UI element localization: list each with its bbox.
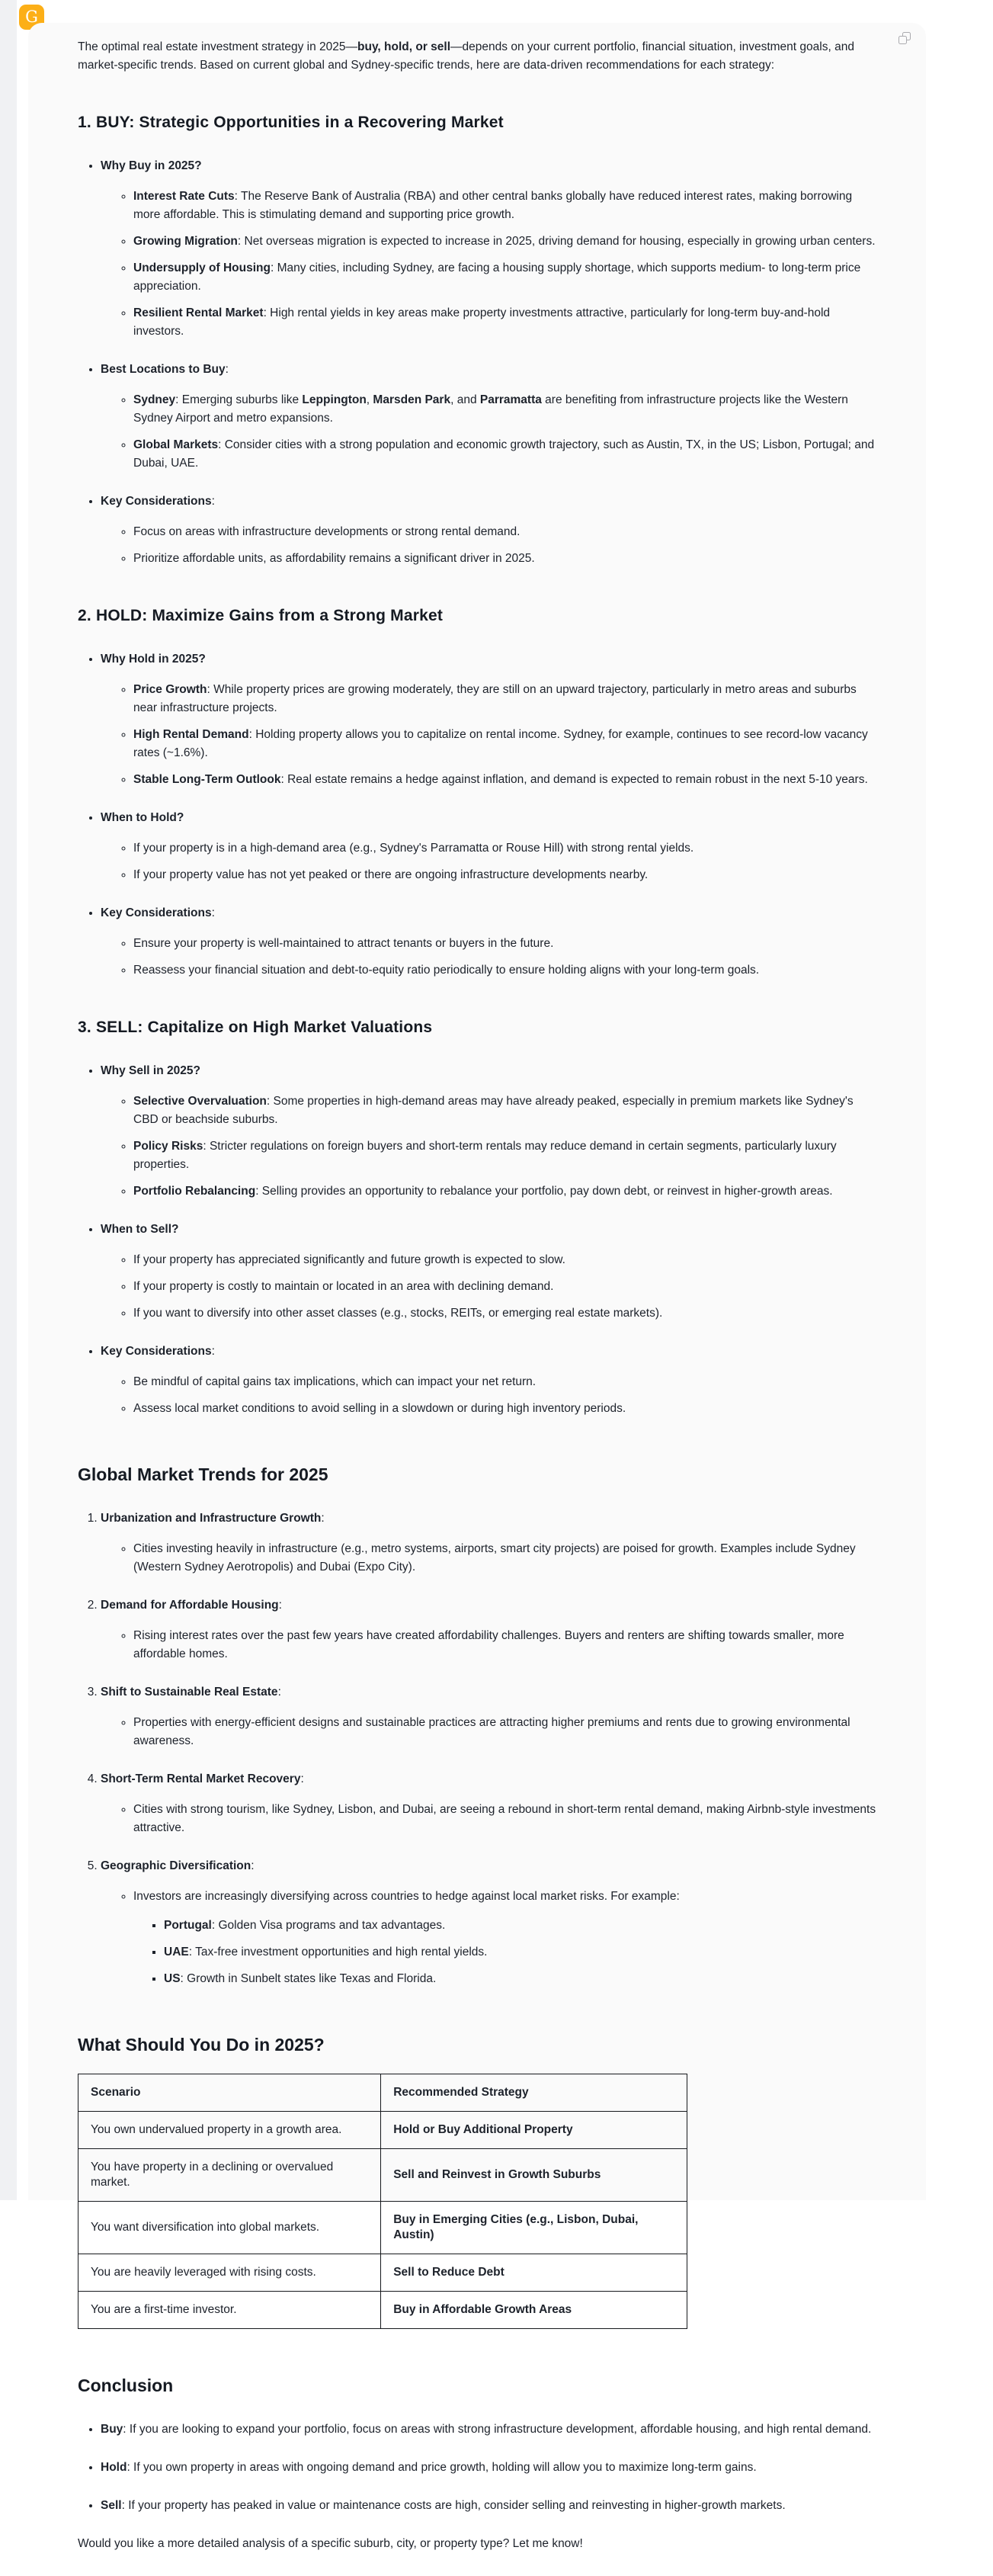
list-item-text	[133, 1801, 879, 1837]
strategy-cell	[381, 2292, 687, 2329]
list-item-text	[133, 1182, 879, 1201]
list-item	[133, 259, 879, 296]
list-item-text	[164, 1917, 879, 1935]
text: :	[251, 1859, 255, 1872]
text: : Consider cities with a strong population and economic growth trajectory, such as Austin, TX, in the US; Lisbon, Portugal; and Dubai, UAE.	[133, 438, 875, 470]
text: Rising interest rates over the past few years have created affordability challenges. Buyers and renters are shifting towards smaller, more affordable homes.	[133, 1629, 844, 1660]
list-item-text	[101, 1683, 879, 1702]
table-header-row	[78, 2074, 687, 2112]
list-item	[101, 1062, 879, 1201]
list-item	[133, 1627, 879, 1663]
bold-text: Portugal	[164, 1919, 212, 1932]
list-item-text	[101, 904, 879, 922]
paragraph	[78, 38, 879, 75]
list-item	[164, 1970, 879, 1988]
bold-text: High Rental Demand	[133, 728, 249, 741]
bold-text: Growing Migration	[133, 235, 238, 248]
list-item-text	[133, 771, 879, 789]
list-level-2	[101, 1714, 879, 1750]
table-row	[78, 2202, 687, 2254]
bold-text: When to Sell?	[101, 1223, 179, 1236]
list-item-text	[133, 391, 879, 428]
text: Ensure your property is well-maintained to attract tenants or buyers in the future.	[133, 937, 554, 950]
text: Prioritize affordable units, as affordability remains a significant driver in 2025.	[133, 552, 535, 565]
list-item-text	[133, 935, 879, 953]
bold-text: Demand for Affordable Housing	[101, 1599, 279, 1612]
list-item-text	[133, 1714, 879, 1750]
table-row	[78, 2292, 687, 2329]
list-item-text	[133, 1373, 879, 1391]
list-item-text	[101, 1596, 879, 1615]
bold-text: Sydney	[133, 393, 176, 406]
list-item-text	[133, 1627, 879, 1663]
text: : While property prices are growing moderately, they are still on an upward trajectory, particularly in metro areas and suburbs near infrastructure projects.	[133, 683, 857, 714]
list-item	[101, 1221, 879, 1323]
copy-button[interactable]	[897, 30, 912, 46]
list-item-text	[133, 304, 879, 341]
bold-text: Short-Term Rental Market Recovery	[101, 1772, 301, 1785]
text: : Emerging suburbs like	[175, 393, 303, 406]
list-item	[164, 1943, 879, 1962]
list-level-1	[78, 1509, 879, 1988]
list-item-text	[101, 2420, 879, 2439]
list-level-2	[101, 1251, 879, 1323]
list-item	[133, 1092, 879, 1129]
list-item-text	[101, 1343, 879, 1361]
list-item-text	[133, 188, 879, 224]
list-item	[133, 681, 879, 717]
list-item	[133, 1400, 879, 1418]
bold-text: Buy in Emerging Cities (e.g., Lisbon, Dubai, Austin)	[393, 2213, 639, 2241]
list-level-2	[101, 391, 879, 473]
list-item-text	[164, 1943, 879, 1962]
list-item-text	[164, 1970, 879, 1988]
list-item	[133, 391, 879, 428]
bold-text: When to Hold?	[101, 811, 184, 824]
text: : Some properties in high-demand areas may have already peaked, especially in premium markets like Sydney's CBD or beachside suburbs.	[133, 1095, 854, 1126]
list-item-text	[101, 1509, 879, 1528]
section-heading: 2. HOLD: Maximize Gains from a Strong Market	[78, 607, 444, 624]
list-level-2	[101, 1627, 879, 1663]
section-heading: 1. BUY: Strategic Opportunities in a Recovering Market	[78, 114, 504, 131]
list-item	[101, 157, 879, 341]
bold-text: Key Considerations	[101, 1345, 212, 1358]
bold-text: Urbanization and Infrastructure Growth	[101, 1512, 322, 1525]
scenario-cell: You are a first-time investor.	[78, 2292, 381, 2329]
list-item-text	[101, 1770, 879, 1788]
text: Cities with strong tourism, like Sydney, Lisbon, and Dubai, are seeing a rebound in short-term rental demand, making Airbnb-style investments attractive.	[133, 1803, 876, 1834]
paragraph	[78, 2535, 879, 2553]
list-item-text	[101, 492, 879, 511]
list-level-1	[78, 2420, 879, 2515]
list-item-text	[101, 1221, 879, 1239]
list-item	[133, 1304, 879, 1323]
strategy-cell	[381, 2202, 687, 2254]
bold-text: Parramatta	[479, 393, 542, 406]
list-item-text	[133, 961, 879, 980]
list-item	[133, 1540, 879, 1577]
bold-text: Sell and Reinvest in Growth Suburbs	[393, 2168, 601, 2181]
bold-text: Price Growth	[133, 683, 207, 696]
list-level-2	[101, 1540, 879, 1577]
list-item	[133, 436, 879, 473]
list-item	[133, 1278, 879, 1296]
list-item	[133, 523, 879, 541]
list-level-3	[133, 1917, 879, 1988]
text: are benefiting from infrastructure projects like the Western Sydney Airport and metro expansions.	[133, 393, 848, 425]
strategy-table	[78, 2074, 687, 2329]
text: :	[277, 1686, 281, 1699]
list-level-1	[78, 1062, 879, 1418]
scenario-cell: You want diversification into global markets.	[78, 2202, 381, 2254]
table-head	[78, 2074, 687, 2112]
strategy-cell	[381, 2149, 687, 2202]
bold-text: Buy in Affordable Growth Areas	[393, 2303, 572, 2316]
text: The optimal real estate investment strategy in 2025—	[78, 40, 358, 53]
text: :	[211, 495, 215, 508]
text: : Growth in Sunbelt states like Texas and Florida.	[180, 1972, 437, 1985]
text: : Selling provides an opportunity to rebalance your portfolio, pay down debt, or reinvest in higher-growth areas.	[255, 1185, 833, 1198]
text: If your property value has not yet peaked or there are ongoing infrastructure developments nearby.	[133, 868, 649, 881]
list-item	[101, 1343, 879, 1418]
list-item-text	[133, 259, 879, 296]
list-item	[133, 233, 879, 251]
list-level-2	[101, 523, 879, 568]
text: : If you are looking to expand your portfolio, focus on areas with strong infrastructure development, affordable housing, and high rental demand.	[123, 2423, 872, 2436]
text: If your property is costly to maintain or located in an area with declining demand.	[133, 1280, 554, 1293]
table-header-cell: Recommended Strategy	[381, 2074, 687, 2112]
bold-text: Key Considerations	[101, 495, 212, 508]
section-heading: Global Market Trends for 2025	[78, 1464, 328, 1484]
list-item	[133, 188, 879, 224]
text: Investors are increasingly diversifying across countries to hedge against local market risks. For example:	[133, 1890, 680, 1903]
bold-text: Interest Rate Cuts	[133, 190, 235, 203]
text: If your property has appreciated significantly and future growth is expected to slow.	[133, 1253, 565, 1266]
section-heading: Conclusion	[78, 2376, 174, 2395]
list-item	[133, 726, 879, 762]
list-item	[101, 361, 879, 473]
text: :	[321, 1512, 325, 1525]
list-level-2	[101, 681, 879, 789]
bold-text: Sell	[101, 2499, 122, 2512]
text: :	[211, 1345, 215, 1358]
list-item-text	[133, 1278, 879, 1296]
bold-text: Global Markets	[133, 438, 219, 451]
strategy-cell	[381, 2112, 687, 2149]
list-item-text	[133, 1888, 879, 1906]
list-item-text	[133, 523, 879, 541]
text: : If you own property in areas with ongoing demand and price growth, holding will allow you to maximize long-term gains.	[127, 2461, 757, 2474]
bold-text: Why Sell in 2025?	[101, 1064, 200, 1077]
list-item-text	[133, 1137, 879, 1174]
list-item	[133, 1714, 879, 1750]
list-level-2	[101, 1092, 879, 1201]
table-row	[78, 2254, 687, 2292]
bold-text: Hold or Buy Additional Property	[393, 2123, 573, 2136]
list-item	[101, 492, 879, 568]
text: : Holding property allows you to capitalize on rental income. Sydney, for example, continues to see record-low vacancy rates (~1.6%).	[133, 728, 868, 759]
copy-icon	[899, 32, 911, 44]
list-item-text	[133, 233, 879, 251]
text: —depends on your current portfolio, financial situation, investment goals, and market-specific trends. Based on current global and Sydney-specific trends, here are data-driven recommendations for each strategy:	[78, 40, 854, 72]
bold-text: Key Considerations	[101, 906, 212, 919]
message-content	[28, 23, 926, 2576]
list-level-2	[101, 1888, 879, 1988]
bold-text: Undersupply of Housing	[133, 261, 271, 274]
list-level-2	[101, 1801, 879, 1837]
bold-text: Shift to Sustainable Real Estate	[101, 1686, 278, 1699]
bold-text: Portfolio Rebalancing	[133, 1185, 256, 1198]
bold-text: Hold	[101, 2461, 127, 2474]
list-item-text	[133, 1092, 879, 1129]
bold-text: Leppington	[302, 393, 367, 406]
bold-text: buy, hold, or sell	[357, 40, 451, 53]
table-row	[78, 2149, 687, 2202]
avatar-letter: G	[25, 8, 38, 26]
text: Would you like a more detailed analysis of a specific suburb, city, or property type? Let me know!	[78, 2537, 583, 2550]
text: :	[225, 363, 229, 376]
list-item	[101, 904, 879, 980]
list-item	[133, 1182, 879, 1201]
list-item	[133, 1801, 879, 1837]
text: : The Reserve Bank of Australia (RBA) and other central banks globally have reduced interest rates, making borrowing more affordable. This is stimulating demand and supporting price growth.	[133, 190, 853, 221]
list-item-text	[133, 1400, 879, 1418]
list-item-text	[101, 361, 879, 379]
bold-text: Sell to Reduce Debt	[393, 2266, 505, 2279]
bold-text: Resilient Rental Market	[133, 306, 264, 319]
text: ,	[366, 393, 373, 406]
text: : Net overseas migration is expected to increase in 2025, driving demand for housing, especially in growing urban centers.	[237, 235, 876, 248]
list-level-2	[101, 839, 879, 884]
list-item-text	[133, 1304, 879, 1323]
list-item	[101, 1596, 879, 1663]
text: : If your property has peaked in value or maintenance costs are high, consider selling and reinvesting in higher-growth markets.	[121, 2499, 786, 2512]
list-item	[133, 1888, 879, 1988]
list-item	[101, 1509, 879, 1577]
text: :	[278, 1599, 282, 1612]
bold-text: Best Locations to Buy	[101, 363, 226, 376]
list-item-text	[101, 809, 879, 827]
bold-text: Why Hold in 2025?	[101, 653, 206, 666]
list-item	[101, 809, 879, 884]
strategy-cell	[381, 2254, 687, 2292]
list-item-text	[101, 157, 879, 175]
list-level-2	[101, 1373, 879, 1418]
list-item-text	[133, 436, 879, 473]
section-heading: What Should You Do in 2025?	[78, 2035, 325, 2055]
list-item	[133, 961, 879, 980]
list-item-text	[133, 866, 879, 884]
list-item	[133, 1373, 879, 1391]
text: Focus on areas with infrastructure developments or strong rental demand.	[133, 525, 521, 538]
text: : Many cities, including Sydney, are facing a housing supply shortage, which supports medium- to long-term price appreciation.	[133, 261, 861, 293]
list-item	[133, 866, 879, 884]
bold-text: Why Buy in 2025?	[101, 159, 202, 172]
scenario-cell: You are heavily leveraged with rising costs.	[78, 2254, 381, 2292]
text: : Real estate remains a hedge against inflation, and demand is expected to remain robust in the next 5-10 years.	[280, 773, 868, 786]
list-level-1	[78, 650, 879, 980]
text: Be mindful of capital gains tax implications, which can impact your net return.	[133, 1375, 537, 1388]
list-level-2	[101, 188, 879, 341]
bold-text: Geographic Diversification	[101, 1859, 251, 1872]
text: Cities investing heavily in infrastructure (e.g., metro systems, airports, smart city projects) are poised for growth. Examples include Sydney (Western Sydney Aerotropolis) and Dubai (Expo City).	[133, 1542, 856, 1574]
section-heading: 3. SELL: Capitalize on High Market Valuations	[78, 1019, 433, 1036]
list-item-text	[101, 650, 879, 669]
scenario-cell: You have property in a declining or overvalued market.	[78, 2149, 381, 2202]
left-panel-edge	[0, 0, 17, 2200]
text: : Stricter regulations on foreign buyers and short-term rentals may reduce demand in certain segments, particularly luxury properties.	[133, 1140, 837, 1171]
text: Properties with energy-efficient designs and sustainable practices are attracting higher premiums and rents due to growing environmental awareness.	[133, 1716, 850, 1747]
list-item-text	[101, 1857, 879, 1875]
list-item-text	[101, 2497, 879, 2515]
table-row	[78, 2112, 687, 2149]
text: :	[211, 906, 215, 919]
table-body	[78, 2112, 687, 2329]
list-item	[101, 2459, 879, 2477]
list-item-text	[101, 2459, 879, 2477]
list-item	[101, 1857, 879, 1988]
list-item	[133, 935, 879, 953]
list-item-text	[133, 726, 879, 762]
bold-text: Stable Long-Term Outlook	[133, 773, 281, 786]
list-item-text	[133, 1251, 879, 1269]
list-item-text	[133, 839, 879, 858]
list-item	[101, 2420, 879, 2439]
list-item	[101, 650, 879, 789]
scenario-cell: You own undervalued property in a growth area.	[78, 2112, 381, 2149]
bold-text: Policy Risks	[133, 1140, 203, 1153]
list-item	[133, 771, 879, 789]
bold-text: Buy	[101, 2423, 123, 2436]
text: : Golden Visa programs and tax advantages.	[211, 1919, 446, 1932]
bold-text: UAE	[164, 1946, 189, 1958]
list-item	[101, 2497, 879, 2515]
list-item	[101, 1683, 879, 1750]
text: :	[300, 1772, 304, 1785]
table-header-cell: Scenario	[78, 2074, 381, 2112]
text: : High rental yields in key areas make property investments attractive, particularly for long-term buy-and-hold investors.	[133, 306, 831, 338]
message-card	[28, 23, 926, 2550]
list-level-2	[101, 935, 879, 980]
text: Assess local market conditions to avoid selling in a slowdown or during high inventory periods.	[133, 1402, 626, 1415]
list-item	[133, 1137, 879, 1174]
text: If you want to diversify into other asset classes (e.g., stocks, REITs, or emerging real estate markets).	[133, 1307, 663, 1320]
text: : Tax-free investment opportunities and high rental yields.	[188, 1946, 488, 1958]
bold-text: Selective Overvaluation	[133, 1095, 267, 1108]
list-item-text	[101, 1062, 879, 1080]
list-item-text	[133, 681, 879, 717]
bold-text: US	[164, 1972, 181, 1985]
list-item-text	[133, 1540, 879, 1577]
list-item	[133, 1251, 879, 1269]
list-item	[164, 1917, 879, 1935]
text: , and	[450, 393, 480, 406]
list-level-1	[78, 157, 879, 568]
text: If your property is in a high-demand area (e.g., Sydney's Parramatta or Rouse Hill) with strong rental yields.	[133, 842, 694, 855]
list-item	[101, 1770, 879, 1837]
list-item	[133, 304, 879, 341]
list-item-text	[133, 550, 879, 568]
bold-text: Marsden Park	[373, 393, 451, 406]
list-item	[133, 839, 879, 858]
list-item	[133, 550, 879, 568]
text: Reassess your financial situation and debt-to-equity ratio periodically to ensure holding aligns with your long-term goals.	[133, 964, 760, 977]
